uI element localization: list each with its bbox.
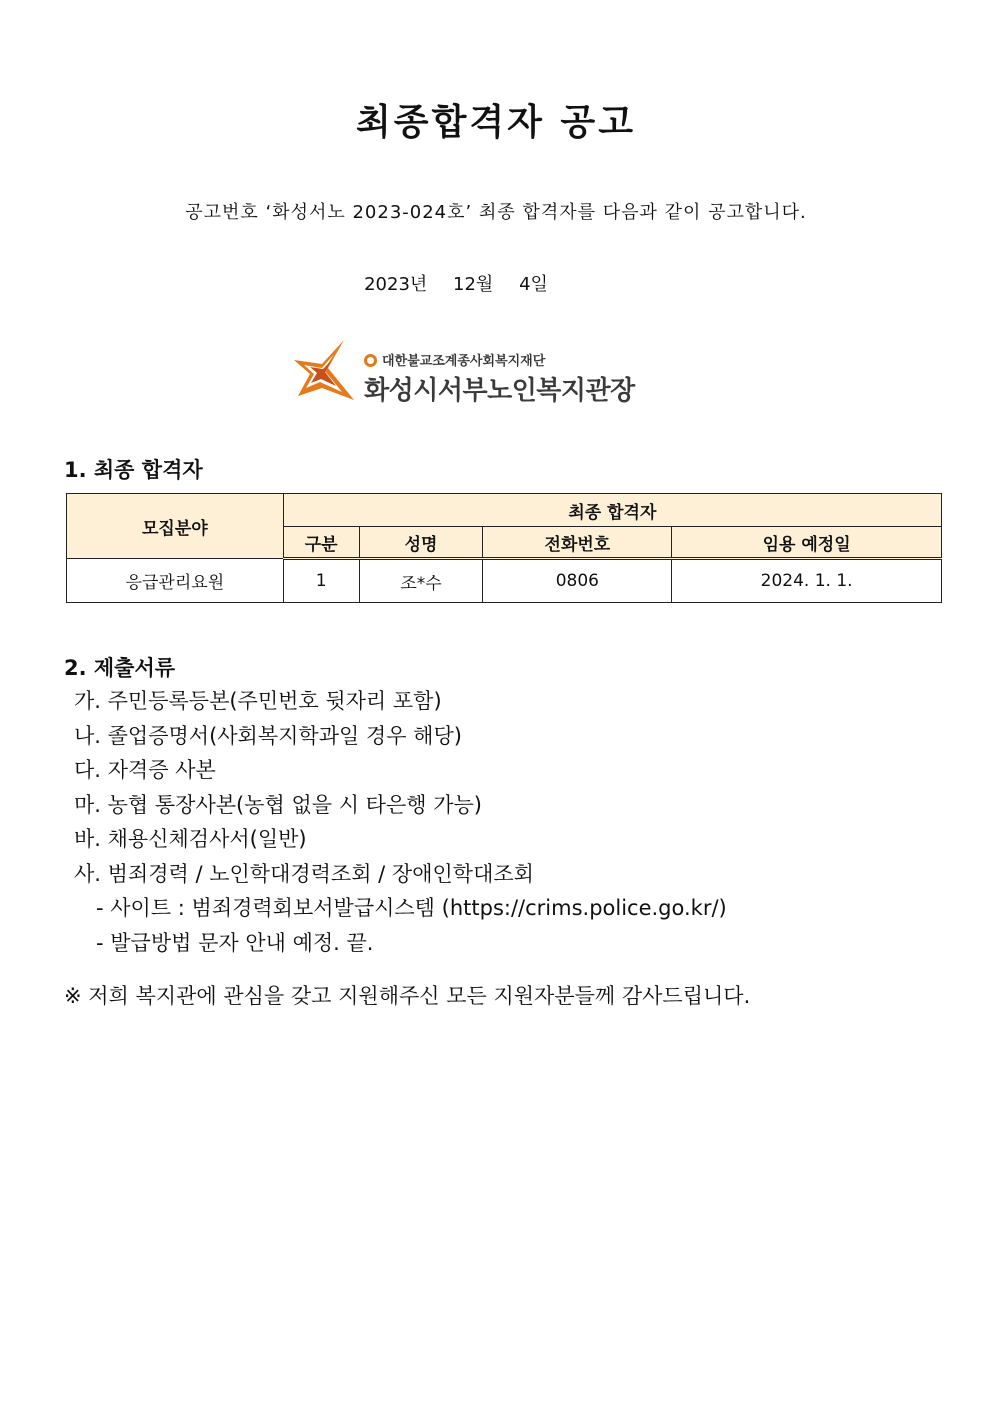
table-row bbox=[67, 559, 942, 603]
cell-no: 1 bbox=[283, 559, 359, 603]
date-day: 4일 bbox=[519, 274, 548, 295]
organization-logo bbox=[292, 338, 635, 410]
section-heading-final-applicants: 1. 최종 합격자 bbox=[64, 458, 203, 482]
header-name: 성명 bbox=[359, 527, 483, 559]
header-start-date: 임용 예정일 bbox=[672, 527, 942, 559]
header-no: 구분 bbox=[283, 527, 359, 559]
page-title: 최종합격자 공고 bbox=[356, 102, 636, 143]
announcement-intro: 공고번호 ‘화성서노 2023-024호’ 최종 합격자를 다음과 같이 공고합니다. bbox=[185, 202, 807, 223]
cell-field: 응급관리요원 bbox=[67, 559, 284, 603]
foundation-name: 대한불교조계종사회복지재단 bbox=[364, 350, 545, 369]
list-item: 가. 주민등록등본(주민번호 뒷자리 포함) bbox=[74, 689, 442, 713]
list-item: 바. 채용신체검사서(일반) bbox=[74, 827, 307, 851]
welfare-center-name: 화성시서부노인복지관장 bbox=[364, 376, 635, 406]
header-group: 최종 합격자 bbox=[283, 494, 941, 527]
emblem-icon bbox=[364, 354, 377, 367]
date-month: 12월 bbox=[453, 274, 494, 295]
list-item: 다. 자격증 사본 bbox=[74, 758, 216, 782]
cell-start-date: 2024. 1. 1. bbox=[672, 559, 942, 603]
required-documents-list bbox=[74, 684, 727, 960]
list-item: 사. 범죄경력 / 노인학대경력조회 / 장애인학대조회 bbox=[74, 861, 534, 886]
header-phone: 전화번호 bbox=[483, 527, 672, 559]
cell-name: 조*수 bbox=[359, 559, 483, 603]
star-logo-icon bbox=[292, 338, 356, 410]
list-item: 마. 농협 통장사본(농협 없을 시 타은행 가능) bbox=[74, 792, 482, 817]
header-field: 모집분야 bbox=[67, 494, 284, 559]
final-applicants-table bbox=[66, 493, 942, 603]
list-item: 나. 졸업증명서(사회복지학과일 경우 해당) bbox=[74, 723, 462, 748]
list-sub-item-site: - 사이트 : 범죄경력회보서발급시스템 (https://crims.police.go.kr/) bbox=[96, 896, 727, 920]
cell-phone: 0806 bbox=[483, 559, 672, 603]
date-year: 2023년 bbox=[364, 274, 428, 295]
thanks-note: ※ 저희 복지관에 관심을 갖고 지원해주신 모든 지원자분들께 감사드립니다. bbox=[64, 984, 751, 1008]
section-heading-documents: 2. 제출서류 bbox=[64, 656, 176, 680]
list-sub-item-method: - 발급방법 문자 안내 예정. 끝. bbox=[96, 930, 374, 955]
announcement-date bbox=[0, 270, 912, 296]
